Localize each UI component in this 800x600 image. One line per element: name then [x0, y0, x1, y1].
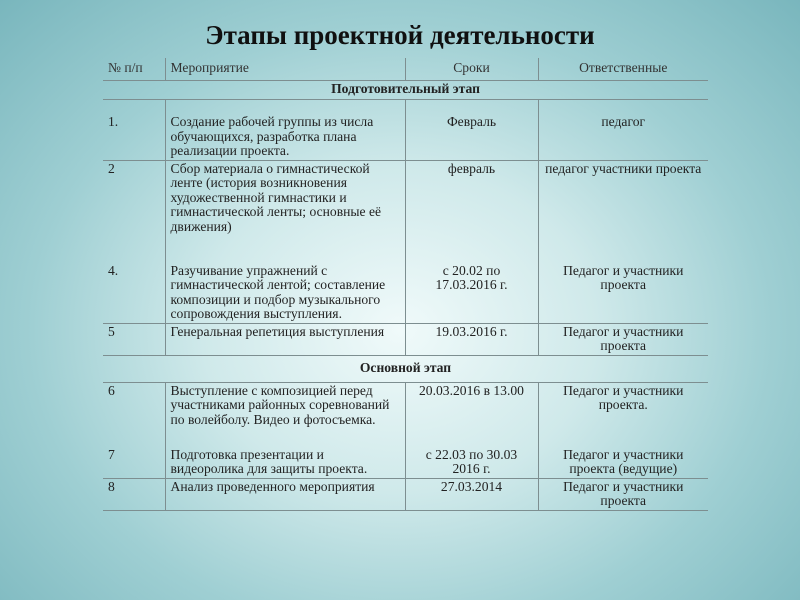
row-number: 5: [103, 323, 165, 355]
header-responsible: Ответственные: [538, 58, 708, 81]
row-date: 20.03.2016 в 13.00 с 22.03 по 30.03 2016 г.: [405, 382, 538, 478]
row-responsible: Педагог и участники проекта. Педагог и участники проекта (ведущие): [538, 382, 708, 478]
section-row-preparatory: [103, 81, 708, 100]
row-responsible: Педагог и участники проекта: [538, 323, 708, 355]
row-event: Выступление с композицией перед участниками районных соревнований по волейболу. Видео и фотосъемка. Подготовка презентации и видеоролика для защиты проекта.: [165, 382, 405, 478]
row-number: 2 4.: [103, 160, 165, 323]
project-stages-table: [103, 58, 708, 511]
row-responsible: педагог: [538, 100, 708, 161]
row-number: 6 7: [103, 382, 165, 478]
table-row: [103, 100, 708, 161]
row-event: Анализ проведенного мероприятия: [165, 478, 405, 510]
row-event: Сбор материала о гимнастической ленте (история возникновения художественной гимнастики и гимнастической ленты; основные её движения) Разучивание упражнений с гимнастической лентой; составление композиции и подбор музыкального сопровождения выступления.: [165, 160, 405, 323]
row-responsible: педагог участники проекта Педагог и участники проекта: [538, 160, 708, 323]
header-event: Мероприятие: [165, 58, 405, 81]
table-row: [103, 478, 708, 510]
table-header-row: [103, 58, 708, 81]
row-date: 19.03.2016 г.: [405, 323, 538, 355]
section-row-main: [103, 355, 708, 382]
header-number: № п/п: [103, 58, 165, 81]
row-event: Создание рабочей группы из числа обучающихся, разработка плана реализации проекта.: [165, 100, 405, 161]
section-title-preparatory: Подготовительный этап: [103, 81, 708, 100]
row-date: 27.03.2014: [405, 478, 538, 510]
row-date: Февраль: [405, 100, 538, 161]
section-title-main: Основной этап: [103, 355, 708, 382]
row-event: Генеральная репетиция выступления: [165, 323, 405, 355]
row-responsible: Педагог и участники проекта: [538, 478, 708, 510]
row-date: февраль с 20.02 по 17.03.2016 г.: [405, 160, 538, 323]
table-row: [103, 323, 708, 355]
header-dates: Сроки: [405, 58, 538, 81]
row-number: 8: [103, 478, 165, 510]
table-row: [103, 160, 708, 323]
table-row: [103, 382, 708, 478]
slide-title: Этапы проектной деятельности: [205, 20, 595, 50]
row-number: 1.: [103, 100, 165, 161]
